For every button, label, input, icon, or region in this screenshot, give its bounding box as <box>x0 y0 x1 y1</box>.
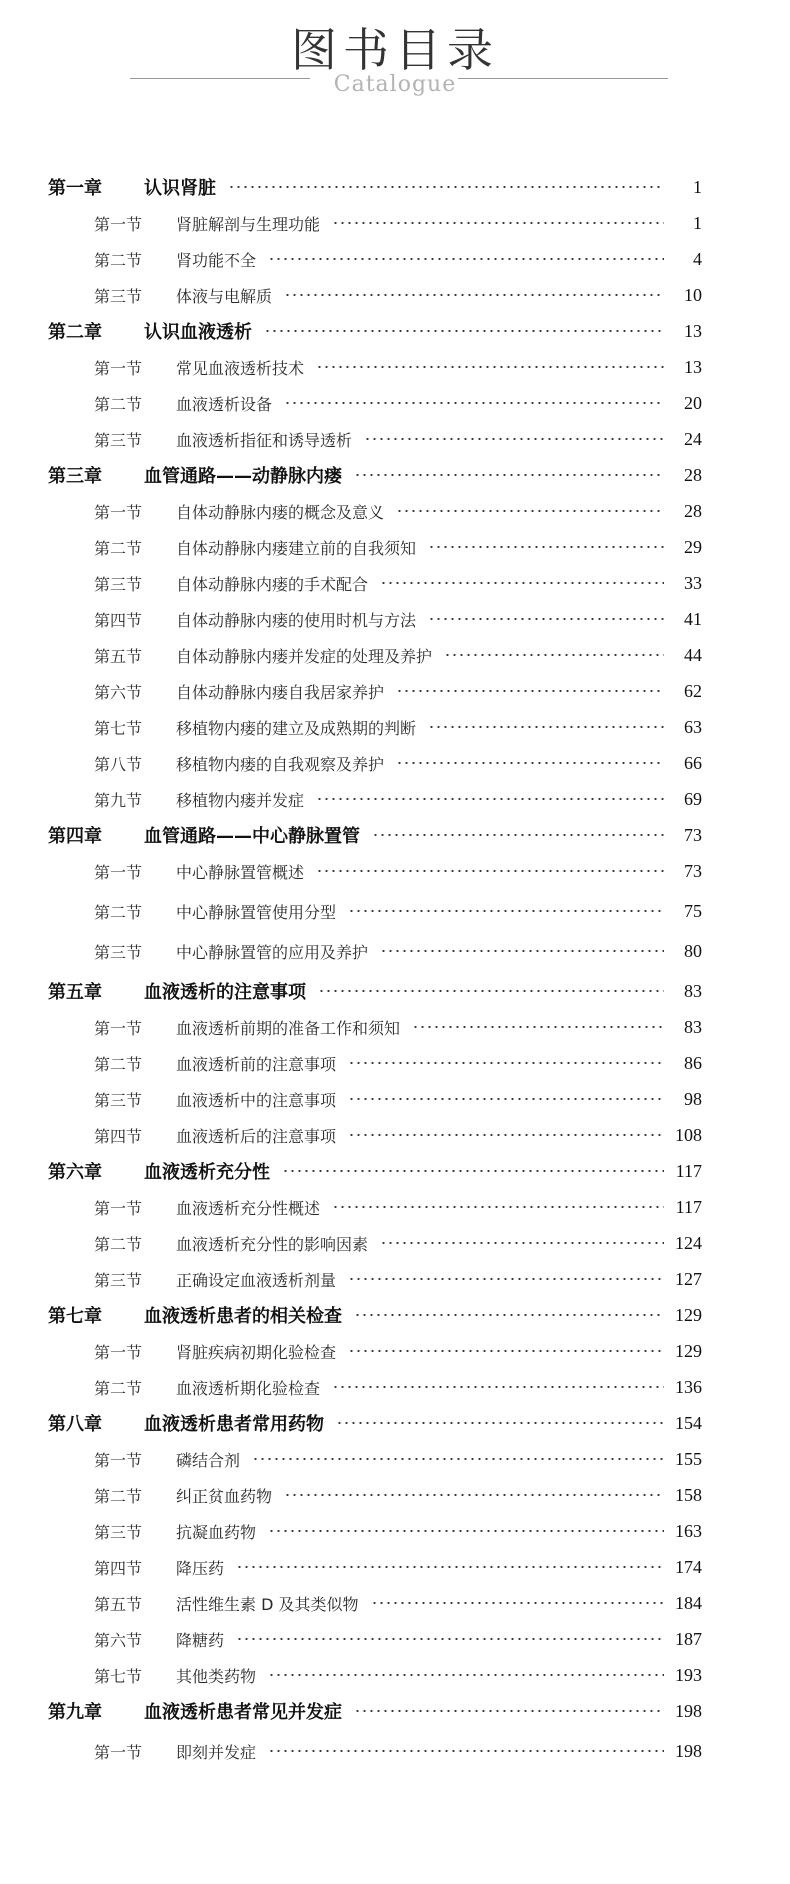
section-number: 第三节 <box>94 942 143 962</box>
toc-section-row[interactable] <box>0 1264 790 1294</box>
toc-entry <box>94 1048 670 1078</box>
toc-entry <box>94 244 670 274</box>
toc-section-row[interactable] <box>0 604 790 634</box>
toc-entry <box>94 1588 670 1618</box>
catalogue-header <box>0 0 790 110</box>
chapter-number: 第一章 <box>48 178 102 199</box>
toc-entry <box>48 1300 670 1330</box>
dot-leader <box>316 366 664 368</box>
section-title: 血液透析期化验检查 <box>176 1378 321 1398</box>
chapter-number: 第八章 <box>48 1414 102 1435</box>
toc-entry <box>94 1444 670 1474</box>
dot-leader <box>354 1314 664 1316</box>
section-number: 第五节 <box>94 1594 143 1614</box>
dot-leader <box>268 258 664 260</box>
toc-section-row[interactable] <box>0 568 790 598</box>
dot-leader <box>348 910 664 912</box>
page-number: 154 <box>675 1412 702 1433</box>
section-number: 第一节 <box>94 214 143 234</box>
dot-leader <box>380 1242 664 1244</box>
toc-chapter-row[interactable] <box>0 460 790 490</box>
page-number: 63 <box>684 716 702 737</box>
page-number: 83 <box>684 1016 702 1037</box>
dot-leader <box>284 1494 664 1496</box>
toc-entry <box>94 856 670 886</box>
page-number: 29 <box>684 536 702 557</box>
chapter-title: 认识肾脏 <box>144 178 216 199</box>
section-title: 血液透析充分性概述 <box>176 1198 321 1218</box>
toc-section-row[interactable] <box>0 676 790 706</box>
dot-leader <box>348 1278 664 1280</box>
section-title: 自体动静脉内瘘的手术配合 <box>176 574 369 594</box>
page-number: 13 <box>684 320 702 341</box>
dot-leader <box>396 510 664 512</box>
dot-leader <box>284 294 664 296</box>
section-number: 第三节 <box>94 1090 143 1110</box>
dot-leader <box>332 1386 664 1388</box>
section-number: 第三节 <box>94 286 143 306</box>
section-title: 体液与电解质 <box>176 286 273 306</box>
dot-leader <box>396 762 664 764</box>
section-number: 第七节 <box>94 1666 143 1686</box>
section-number: 第七节 <box>94 718 143 738</box>
toc-entry <box>48 1696 670 1726</box>
section-title: 常见血液透析技术 <box>176 358 305 378</box>
page-number: 44 <box>684 644 702 665</box>
section-number: 第一节 <box>94 1342 143 1362</box>
toc-section-row[interactable] <box>0 1372 790 1402</box>
toc-entry <box>94 1736 670 1766</box>
chapter-number: 第六章 <box>48 1162 102 1183</box>
toc-entry <box>94 1120 670 1150</box>
page-number: 124 <box>675 1232 702 1253</box>
section-title: 降糖药 <box>176 1630 225 1650</box>
chapter-number: 第九章 <box>48 1702 102 1723</box>
page-number: 117 <box>675 1196 702 1217</box>
section-number: 第一节 <box>94 1742 143 1762</box>
dot-leader <box>354 474 664 476</box>
section-title: 移植物内瘘的自我观察及养护 <box>176 754 385 774</box>
toc-section-row[interactable] <box>0 496 790 526</box>
page-number: 73 <box>684 860 702 881</box>
section-title: 即刻并发症 <box>176 1742 257 1762</box>
toc-entry <box>94 1084 670 1114</box>
dot-leader <box>348 1098 664 1100</box>
page-number: 1 <box>693 176 702 197</box>
toc-section-row[interactable] <box>0 936 790 966</box>
page-number: 184 <box>675 1592 702 1613</box>
toc-entry <box>94 352 670 382</box>
dot-leader <box>318 990 664 992</box>
section-title: 中心静脉置管使用分型 <box>176 902 337 922</box>
toc-entry <box>94 676 670 706</box>
section-number: 第四节 <box>94 610 143 630</box>
section-title: 纠正贫血药物 <box>176 1486 273 1506</box>
section-number: 第二节 <box>94 250 143 270</box>
section-number: 第九节 <box>94 790 143 810</box>
toc-section-row[interactable] <box>0 748 790 778</box>
section-title: 磷结合剂 <box>176 1450 241 1470</box>
dot-leader <box>428 726 664 728</box>
dot-leader <box>348 1062 664 1064</box>
dot-leader <box>282 1170 664 1172</box>
toc-entry <box>94 748 670 778</box>
toc-entry <box>48 976 670 1006</box>
toc-entry <box>94 784 670 814</box>
dot-leader <box>236 1638 664 1640</box>
section-number: 第三节 <box>94 1522 143 1542</box>
page-number: 83 <box>684 980 702 1001</box>
page-number: 108 <box>675 1124 702 1145</box>
toc-section-row[interactable] <box>0 640 790 670</box>
dot-leader <box>380 950 664 952</box>
dot-leader <box>268 1674 664 1676</box>
toc-entry <box>94 1660 670 1690</box>
toc-section-row[interactable] <box>0 1660 790 1690</box>
page-number: 129 <box>675 1340 702 1361</box>
section-number: 第六节 <box>94 682 143 702</box>
toc-chapter-row[interactable] <box>0 316 790 346</box>
toc-entry <box>48 460 670 490</box>
toc-section-row[interactable] <box>0 1012 790 1042</box>
toc-entry <box>94 532 670 562</box>
chapter-title: 认识血液透析 <box>144 322 252 343</box>
toc-entry <box>94 1552 670 1582</box>
toc-section-row[interactable] <box>0 352 790 382</box>
toc-entry <box>48 1156 670 1186</box>
toc-section-row[interactable] <box>0 896 790 926</box>
dot-leader <box>316 798 664 800</box>
page-number: 66 <box>684 752 702 773</box>
section-number: 第一节 <box>94 502 143 522</box>
page-number: 4 <box>693 248 702 269</box>
toc-section-row[interactable] <box>0 1048 790 1078</box>
dot-leader <box>316 870 664 872</box>
section-title: 中心静脉置管的应用及养护 <box>176 942 369 962</box>
page-number: 62 <box>684 680 702 701</box>
toc-section-row[interactable] <box>0 1336 790 1366</box>
toc-section-row[interactable] <box>0 1552 790 1582</box>
toc-section-row[interactable] <box>0 280 790 310</box>
toc-entry <box>94 1480 670 1510</box>
page-number: 75 <box>684 900 702 921</box>
toc-section-row[interactable] <box>0 1736 790 1766</box>
dot-leader <box>336 1422 664 1424</box>
chapter-number: 第五章 <box>48 982 102 1003</box>
section-number: 第二节 <box>94 1486 143 1506</box>
page-number: 136 <box>675 1376 702 1397</box>
dot-leader <box>348 1134 664 1136</box>
toc-entry <box>94 1336 670 1366</box>
toc-entry <box>48 316 670 346</box>
toc-chapter-row[interactable] <box>0 1156 790 1186</box>
chapter-title: 血液透析的注意事项 <box>144 982 306 1003</box>
section-title: 自体动静脉内瘘的使用时机与方法 <box>176 610 417 630</box>
section-title: 自体动静脉内瘘的概念及意义 <box>176 502 385 522</box>
page-number: 28 <box>684 464 702 485</box>
section-number: 第一节 <box>94 1198 143 1218</box>
section-title: 血液透析充分性的影响因素 <box>176 1234 369 1254</box>
section-number: 第二节 <box>94 902 143 922</box>
page-number: 117 <box>675 1160 702 1181</box>
toc-entry <box>94 1192 670 1222</box>
page-number: 98 <box>684 1088 702 1109</box>
toc-section-row[interactable] <box>0 1588 790 1618</box>
toc-entry <box>94 712 670 742</box>
section-title: 正确设定血液透析剂量 <box>176 1270 337 1290</box>
section-number: 第三节 <box>94 574 143 594</box>
chapter-title: 血管通路——中心静脉置管 <box>144 826 360 847</box>
section-title: 血液透析前期的准备工作和须知 <box>176 1018 401 1038</box>
section-number: 第三节 <box>94 430 143 450</box>
section-number: 第六节 <box>94 1630 143 1650</box>
toc-section-row[interactable] <box>0 1084 790 1114</box>
section-title: 自体动静脉内瘘自我居家养护 <box>176 682 385 702</box>
page-number: 193 <box>675 1664 702 1685</box>
section-title: 血液透析后的注意事项 <box>176 1126 337 1146</box>
section-title: 血液透析设备 <box>176 394 273 414</box>
page-number: 10 <box>684 284 702 305</box>
toc-entry <box>94 280 670 310</box>
toc-entry <box>94 640 670 670</box>
page-number: 73 <box>684 824 702 845</box>
chapter-title: 血管通路——动静脉内瘘 <box>144 466 342 487</box>
chapter-title: 血液透析患者的相关检查 <box>144 1306 342 1327</box>
toc-chapter-row[interactable] <box>0 1408 790 1438</box>
toc-section-row[interactable] <box>0 244 790 274</box>
page-number: 80 <box>684 940 702 961</box>
page-number: 187 <box>675 1628 702 1649</box>
toc-entry <box>94 568 670 598</box>
toc-section-row[interactable] <box>0 532 790 562</box>
toc-entry <box>94 1228 670 1258</box>
section-number: 第一节 <box>94 862 143 882</box>
section-number: 第四节 <box>94 1126 143 1146</box>
section-number: 第二节 <box>94 1054 143 1074</box>
toc-entry <box>94 896 670 926</box>
toc-section-row[interactable] <box>0 784 790 814</box>
toc-chapter-row[interactable] <box>0 976 790 1006</box>
page-title: 图书目录 <box>291 23 499 77</box>
section-title: 活性维生素 D 及其类似物 <box>176 1594 359 1614</box>
toc-section-row[interactable] <box>0 1480 790 1510</box>
toc-entry <box>48 1408 670 1438</box>
section-number: 第一节 <box>94 1450 143 1470</box>
dot-leader <box>371 1602 665 1604</box>
section-number: 第一节 <box>94 1018 143 1038</box>
dot-leader <box>268 1530 664 1532</box>
toc-section-row[interactable] <box>0 424 790 454</box>
toc-entry <box>94 388 670 418</box>
toc-section-row[interactable] <box>0 712 790 742</box>
page-number: 13 <box>684 356 702 377</box>
toc-section-row[interactable] <box>0 1516 790 1546</box>
toc-section-row[interactable] <box>0 388 790 418</box>
section-number: 第二节 <box>94 1234 143 1254</box>
dot-leader <box>372 834 664 836</box>
dot-leader <box>444 654 664 656</box>
page-number: 24 <box>684 428 702 449</box>
page-number: 69 <box>684 788 702 809</box>
section-title: 血液透析前的注意事项 <box>176 1054 337 1074</box>
section-number: 第一节 <box>94 358 143 378</box>
chapter-title: 血液透析患者常用药物 <box>144 1414 324 1435</box>
section-title: 移植物内瘘并发症 <box>176 790 305 810</box>
toc-entry <box>94 1624 670 1654</box>
section-title: 血液透析指征和诱导透析 <box>176 430 353 450</box>
section-title: 血液透析中的注意事项 <box>176 1090 337 1110</box>
section-title: 肾脏解剖与生理功能 <box>176 214 321 234</box>
section-number: 第八节 <box>94 754 143 774</box>
dot-leader <box>412 1026 664 1028</box>
chapter-title: 血液透析患者常见并发症 <box>144 1702 342 1723</box>
dot-leader <box>284 402 664 404</box>
toc-entry <box>94 208 670 238</box>
dot-leader <box>428 618 664 620</box>
page-number: 86 <box>684 1052 702 1073</box>
toc-section-row[interactable] <box>0 1192 790 1222</box>
page-number: 174 <box>675 1556 702 1577</box>
page-number: 20 <box>684 392 702 413</box>
toc-section-row[interactable] <box>0 1444 790 1474</box>
section-title: 中心静脉置管概述 <box>176 862 305 882</box>
toc-chapter-row[interactable] <box>0 1696 790 1726</box>
page-number: 163 <box>675 1520 702 1541</box>
dot-leader <box>228 186 664 188</box>
page-number: 28 <box>684 500 702 521</box>
toc-entry <box>94 496 670 526</box>
dot-leader <box>354 1710 664 1712</box>
page-number: 198 <box>675 1740 702 1761</box>
section-number: 第二节 <box>94 538 143 558</box>
page-number: 198 <box>675 1700 702 1721</box>
page-subtitle: Catalogue <box>333 72 457 97</box>
toc-entry <box>94 1516 670 1546</box>
toc-chapter-row[interactable] <box>0 1300 790 1330</box>
toc-entry <box>48 820 670 850</box>
section-number: 第二节 <box>94 1378 143 1398</box>
page-number: 1 <box>693 212 702 233</box>
toc-section-row[interactable] <box>0 1228 790 1258</box>
section-number: 第四节 <box>94 1558 143 1578</box>
chapter-number: 第四章 <box>48 826 102 847</box>
page-number: 41 <box>684 608 702 629</box>
toc-section-row[interactable] <box>0 1624 790 1654</box>
page-number: 127 <box>675 1268 702 1289</box>
section-title: 降压药 <box>176 1558 225 1578</box>
dot-leader <box>236 1566 664 1568</box>
section-title: 肾脏疾病初期化验检查 <box>176 1342 337 1362</box>
chapter-number: 第七章 <box>48 1306 102 1327</box>
section-title: 自体动静脉内瘘并发症的处理及养护 <box>176 646 433 666</box>
dot-leader <box>364 438 664 440</box>
toc-entry <box>94 424 670 454</box>
section-number: 第三节 <box>94 1270 143 1290</box>
toc-entry <box>94 1012 670 1042</box>
page-number: 158 <box>675 1484 702 1505</box>
toc-section-row[interactable] <box>0 1120 790 1150</box>
dot-leader <box>332 222 664 224</box>
section-title: 移植物内瘘的建立及成熟期的判断 <box>176 718 417 738</box>
dot-leader <box>252 1458 664 1460</box>
dot-leader <box>396 690 664 692</box>
dot-leader <box>264 330 664 332</box>
section-number: 第五节 <box>94 646 143 666</box>
dot-leader <box>428 546 664 548</box>
dot-leader <box>380 582 664 584</box>
toc-chapter-row[interactable] <box>0 820 790 850</box>
toc-entry <box>94 1264 670 1294</box>
chapter-number: 第三章 <box>48 466 102 487</box>
toc-section-row[interactable] <box>0 208 790 238</box>
page-number: 155 <box>675 1448 702 1469</box>
toc-entry <box>94 1372 670 1402</box>
chapter-number: 第二章 <box>48 322 102 343</box>
dot-leader <box>268 1750 664 1752</box>
toc-chapter-row[interactable] <box>0 172 790 202</box>
toc-entry <box>94 604 670 634</box>
chapter-title: 血液透析充分性 <box>144 1162 270 1183</box>
toc-entry <box>48 172 670 202</box>
toc-section-row[interactable] <box>0 856 790 886</box>
section-title: 自体动静脉内瘘建立前的自我须知 <box>176 538 417 558</box>
dot-leader <box>348 1350 664 1352</box>
section-title: 其他类药物 <box>176 1666 257 1686</box>
dot-leader <box>332 1206 664 1208</box>
page-number: 129 <box>675 1304 702 1325</box>
section-title: 肾功能不全 <box>176 250 257 270</box>
section-number: 第二节 <box>94 394 143 414</box>
page-number: 33 <box>684 572 702 593</box>
section-title: 抗凝血药物 <box>176 1522 257 1542</box>
toc-entry <box>94 936 670 966</box>
